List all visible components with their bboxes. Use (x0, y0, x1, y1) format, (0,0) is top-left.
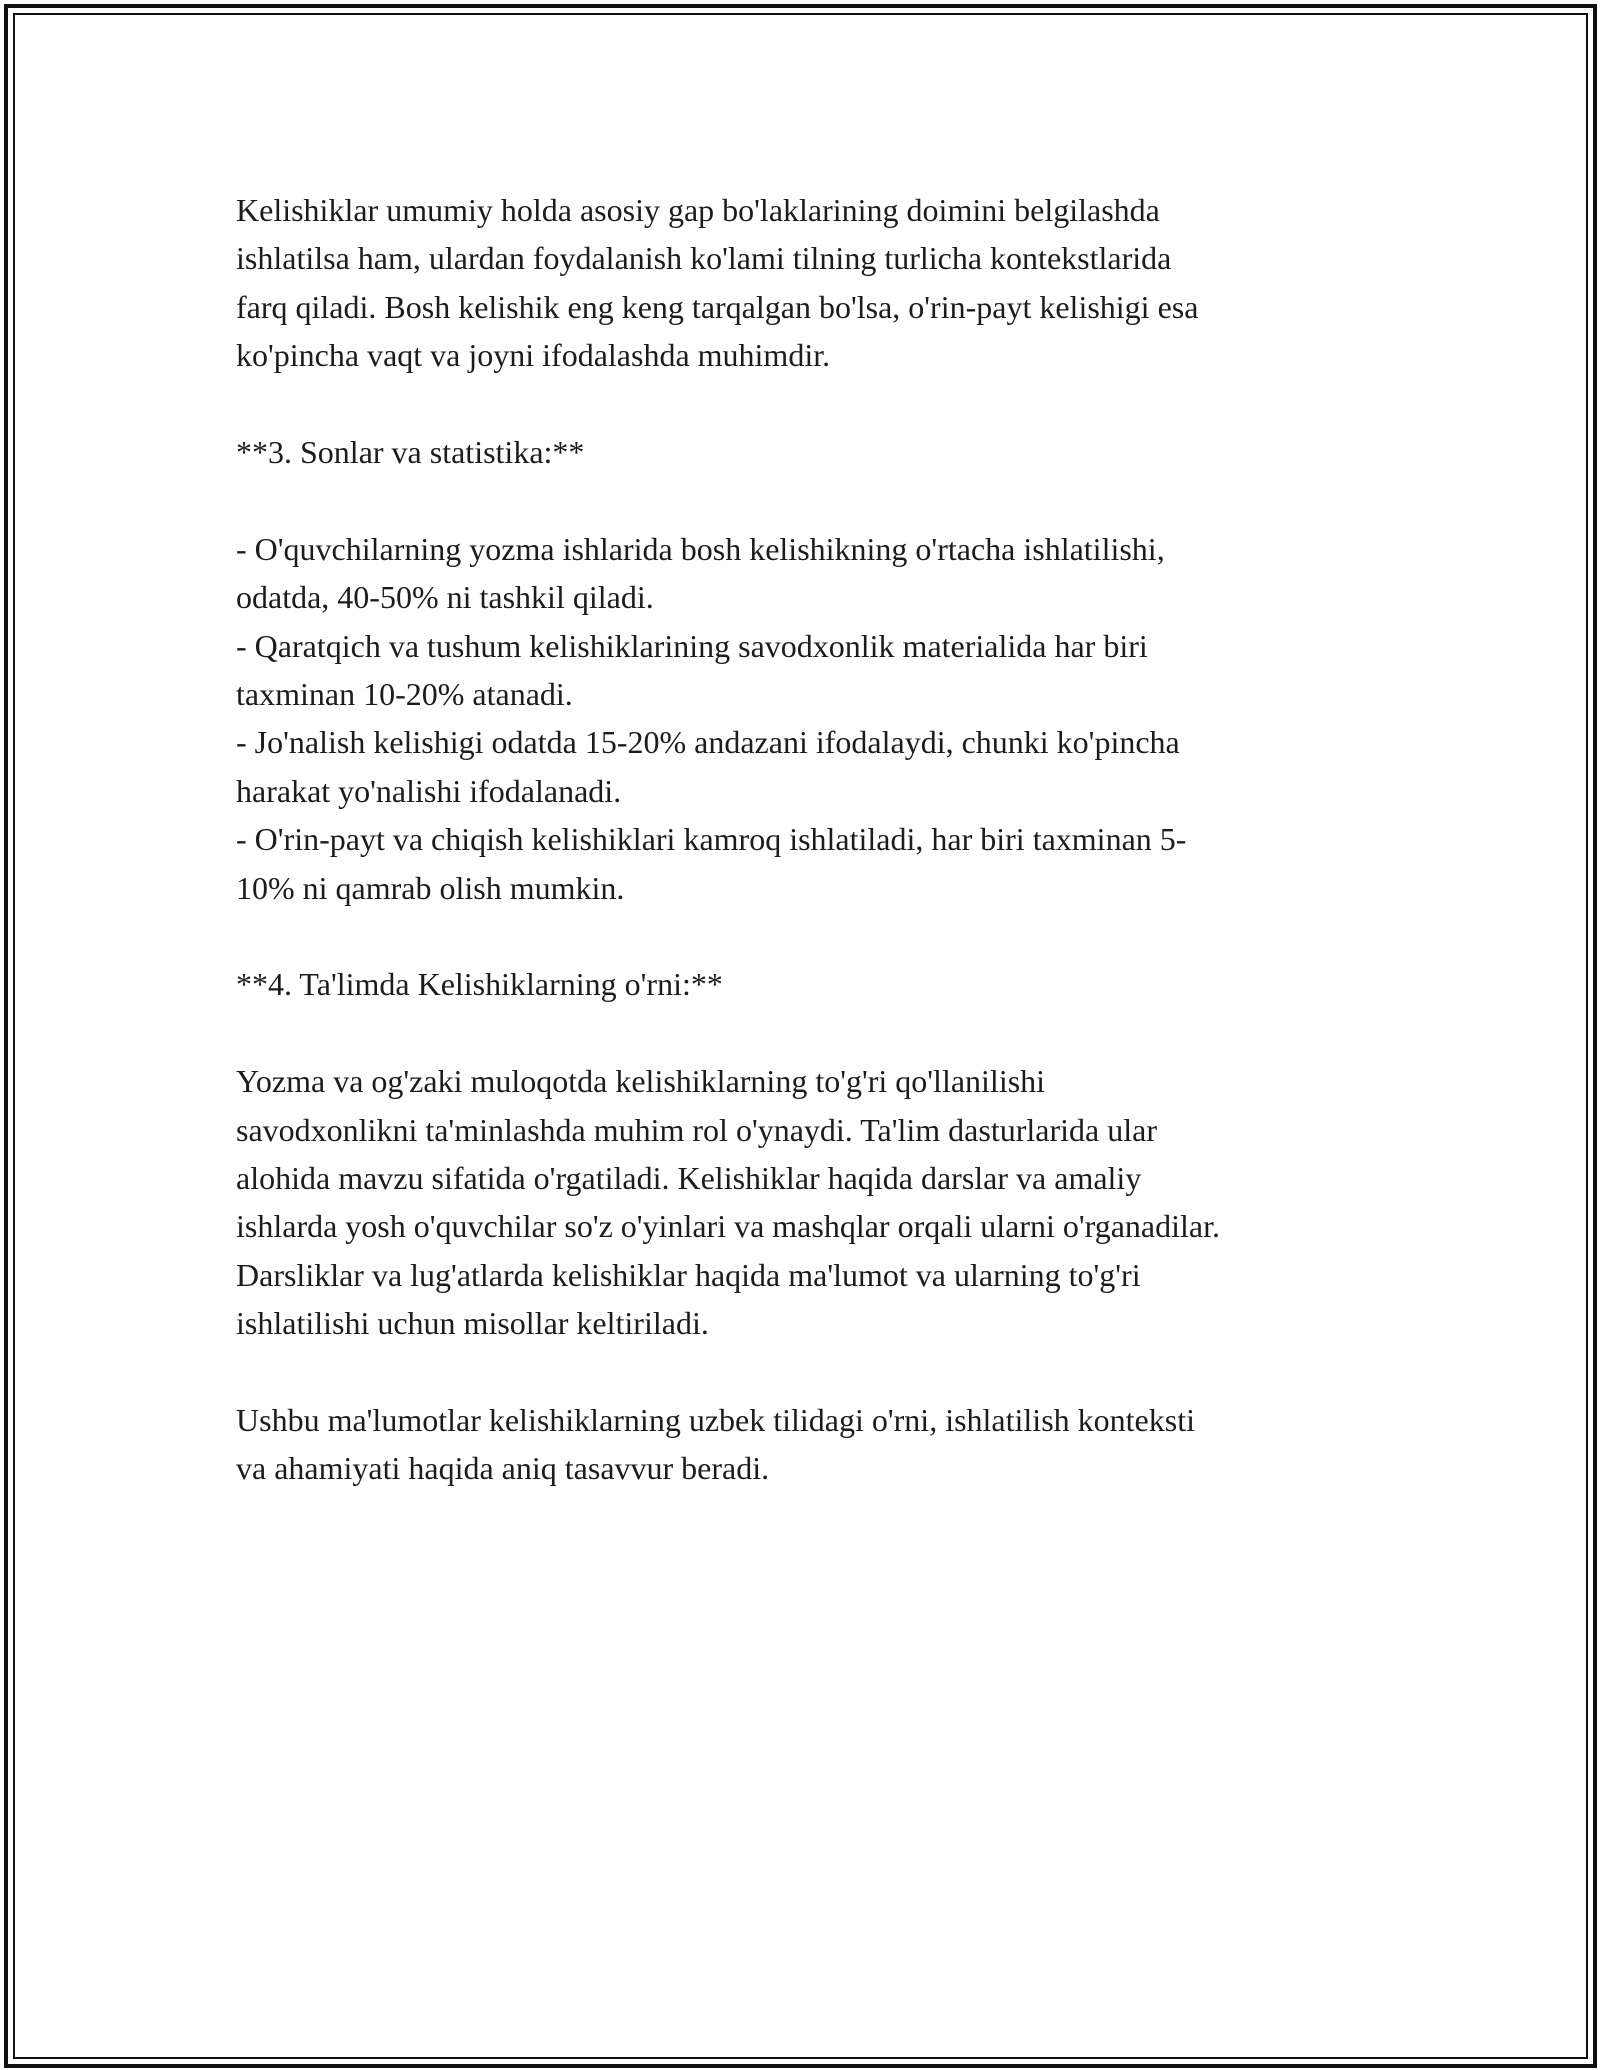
spacer (236, 380, 1386, 428)
spacer (236, 1009, 1386, 1057)
paragraph-education: Yozma va og'zaki muloqotda kelishiklarning to'g'ri qo'llanilishi savodxonlikni ta'minlashda muhim rol o'ynaydi. Ta'lim dasturlarida ular alohida mavzu sifatida o'rgatiladi. Kelishiklar haqida darslar va amaliy ishlarda yosh o'quvchilar so'z o'yinlari va mashqlar orqali ularni o'rganadilar. Darsliklar va lug'atlarda kelishiklar haqida ma'lumot va ularning to'g'ri ishlatilishi uchun misollar keltiriladi. (236, 1063, 1220, 1342)
list-item: - Qaratqich va tushum kelishiklarining savodxonlik materialida har biri taxminan 10-20% atanadi. (236, 627, 1148, 713)
list-item: - O'quvchilarning yozma ishlarida bosh kelishikning o'rtacha ishlatilishi, odatda, 40-50% ni tashkil qiladi. (236, 530, 1165, 616)
list-item: - O'rin-payt va chiqish kelishiklari kamroq ishlatiladi, har biri taxminan 5- 10% ni qamrab olish mumkin. (236, 821, 1187, 906)
spacer (236, 1348, 1386, 1396)
paragraph-intro: Kelishiklar umumiy holda asosiy gap bo'laklarining doimini belgilashda ishlatilsa ham, ulardan foydalanish ko'lami tilning turlicha kontekstlarida farq qiladi. Bosh kelishik eng keng tarqalgan bo'lsa, o'rin-payt kelishigi esa ko'pincha vaqt va joyni ifodalashda muhimdir. (236, 192, 1199, 374)
spacer (236, 912, 1386, 960)
paragraph-conclusion: Ushbu ma'lumotlar kelishiklarning uzbek tilidagi o'rni, ishlatilish konteksti va ahamiyati haqida aniq tasavvur beradi. (236, 1402, 1195, 1487)
section-heading-4: **4. Ta'limda Kelishiklarning o'rni:** (236, 966, 723, 1003)
list-item: - Jo'nalish kelishigi odatda 15-20% andazani ifodalaydi, chunki ko'pincha harakat yo'nalishi ifodalanadi. (236, 724, 1180, 809)
section-heading-3: **3. Sonlar va statistika:** (236, 434, 585, 471)
document-body (236, 186, 1386, 1493)
spacer (236, 476, 1386, 524)
